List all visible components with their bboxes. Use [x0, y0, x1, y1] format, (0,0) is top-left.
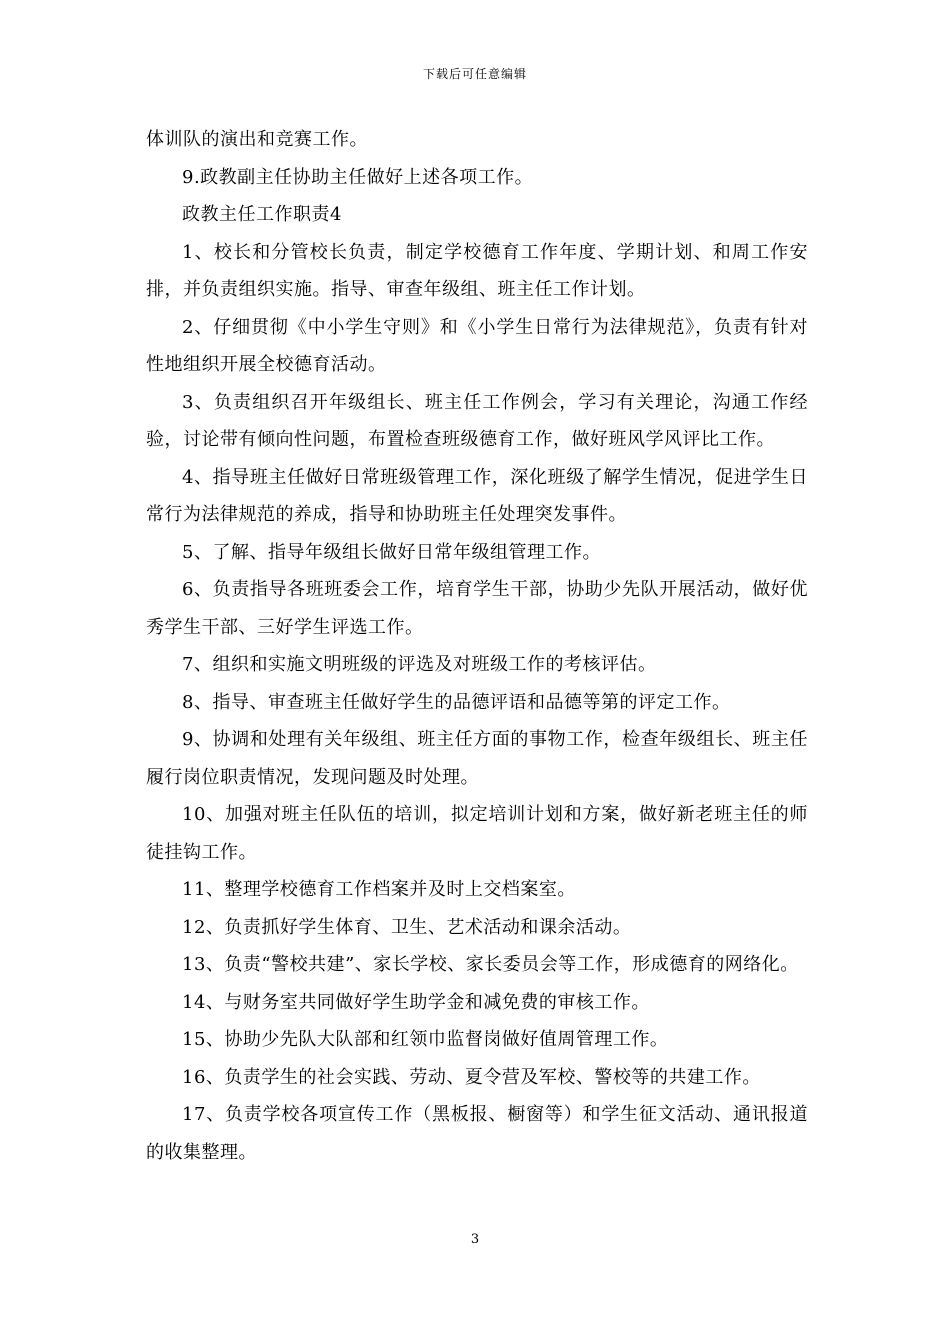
paragraph: 7、组织和实施文明班级的评选及对班级工作的考核评估。: [182, 654, 657, 675]
paragraph: 11、整理学校德育工作档案并及时上交档案室。: [182, 879, 576, 900]
paragraph: 17、负责学校各项宣传工作（黑板报、橱窗等）和学生征文活动、通讯报道的收集整理。: [146, 1104, 808, 1163]
paragraph: 2、仔细贯彻《中小学生守则》和《小学生日常行为法律规范》，负责有针对性地组织开展全校德育活动。: [146, 316, 808, 375]
paragraph: 12、负责抓好学生体育、卫生、艺术活动和课余活动。: [182, 916, 632, 938]
section-heading: 政教主任工作职责4: [182, 204, 342, 225]
paragraph: 9.政教副主任协助主任做好上述各项工作。: [182, 166, 534, 188]
paragraph: 16、负责学生的社会实践、劳动、夏令营及军校、警校等的共建工作。: [182, 1066, 761, 1088]
paragraph: 体训队的演出和竞赛工作。: [146, 129, 368, 150]
paragraph: 10、加强对班主任队伍的培训，拟定培训计划和方案，做好新老班主任的师徒挂钩工作。: [146, 804, 808, 863]
page-header: 下载后可任意编辑: [422, 67, 527, 81]
paragraph: 8、指导、审查班主任做好学生的品德评语和品德等第的评定工作。: [182, 691, 731, 713]
page-number: 3: [470, 1232, 480, 1247]
paragraph: 6、负责指导各班班委会工作，培育学生干部，协助少先队开展活动，做好优秀学生干部、三好学生评选工作。: [146, 579, 808, 638]
paragraph: 5、了解、指导年级组长做好日常年级组管理工作。: [182, 541, 601, 563]
paragraph: 1、校长和分管校长负责，制定学校德育工作年度、学期计划、和周工作安排，并负责组织实施。指导、审查年级组、班主任工作计划。: [146, 241, 808, 300]
paragraph: 4、指导班主任做好日常班级管理工作，深化班级了解学生情况，促进学生日常行为法律规范的养成，指导和协助班主任处理突发事件。: [146, 466, 808, 525]
paragraph: 3、负责组织召开年级组长、班主任工作例会，学习有关理论，沟通工作经验，讨论带有倾向性问题，布置检查班级德育工作，做好班风学风评比工作。: [146, 391, 808, 450]
paragraph: 15、协助少先队大队部和红领巾监督岗做好值周管理工作。: [182, 1029, 669, 1050]
paragraph: 9、协调和处理有关年级组、班主任方面的事物工作，检查年级组长、班主任履行岗位职责情况，发现问题及时处理。: [146, 729, 808, 788]
document-body: [146, 121, 808, 1171]
paragraph: 13、负责“警校共建”、家长学校、家长委员会等工作，形成德育的网络化。: [182, 954, 799, 975]
paragraph: 14、与财务室共同做好学生助学金和减免费的审核工作。: [182, 991, 650, 1013]
